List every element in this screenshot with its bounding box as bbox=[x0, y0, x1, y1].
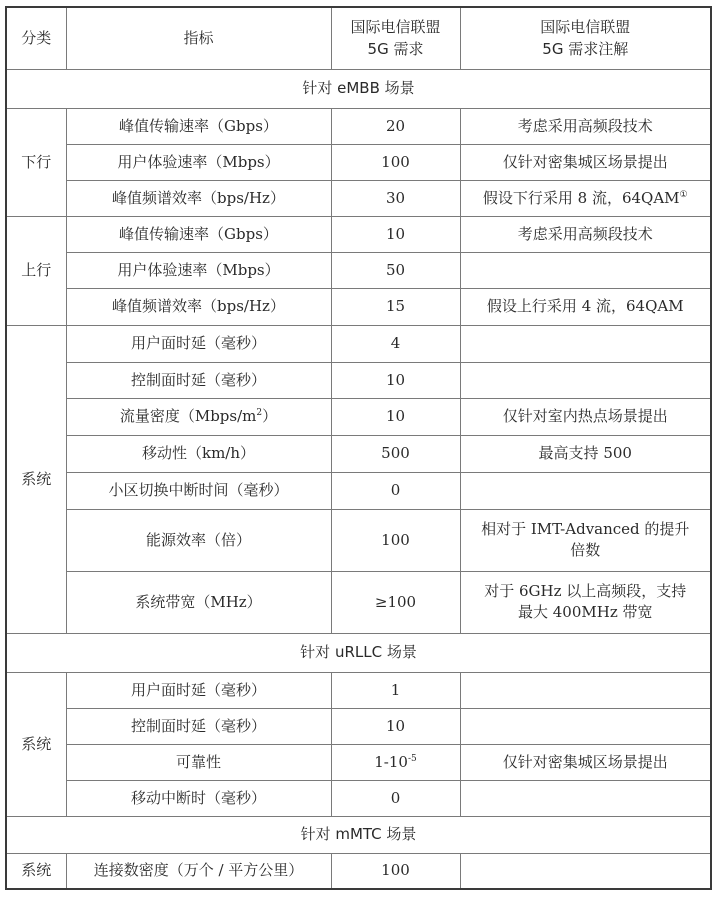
note-cell: 考虑采用高频段技术 bbox=[460, 216, 711, 252]
value-cell: 500 bbox=[331, 435, 460, 472]
header-itu-notes-line1: 国际电信联盟 bbox=[540, 18, 631, 37]
metric-cell: 可靠性 bbox=[66, 744, 331, 780]
metric-cell: 峰值传输速率（Gbps） bbox=[66, 108, 331, 144]
value-cell: 0 bbox=[331, 780, 460, 816]
note-line1: 相对于 IMT-Advanced 的提升 bbox=[481, 520, 690, 538]
note-cell bbox=[460, 180, 711, 216]
superscript: -5 bbox=[407, 753, 417, 764]
value-cell: 1 bbox=[331, 672, 460, 708]
section-title-embb: 针对 eMBB 场景 bbox=[6, 69, 711, 108]
metric-cell: 移动中断时（毫秒） bbox=[66, 780, 331, 816]
note-cell bbox=[460, 325, 711, 362]
table-row bbox=[6, 472, 711, 509]
section-header-mmtc bbox=[6, 816, 711, 853]
category-uplink: 上行 bbox=[6, 216, 66, 325]
5g-requirements-table bbox=[5, 6, 712, 890]
header-itu-requirement-line2: 5G 需求 bbox=[367, 40, 424, 59]
value-cell: 10 bbox=[331, 362, 460, 398]
header-metric: 指标 bbox=[66, 7, 331, 69]
value-cell: 50 bbox=[331, 252, 460, 288]
header-itu-notes bbox=[460, 7, 711, 69]
superscript: 2 bbox=[256, 408, 263, 418]
table-row bbox=[6, 216, 711, 252]
metric-cell: 峰值频谱效率（bps/Hz） bbox=[66, 180, 331, 216]
header-category: 分类 bbox=[6, 7, 66, 69]
value-cell: 20 bbox=[331, 108, 460, 144]
note-text: 假设下行采用 8 流，64QAM bbox=[482, 188, 680, 207]
category-downlink: 下行 bbox=[6, 108, 66, 216]
note-cell: 仅针对密集城区场景提出 bbox=[460, 144, 711, 180]
table-row bbox=[6, 509, 711, 571]
value-cell: 30 bbox=[331, 180, 460, 216]
note-cell: 最高支持 500 bbox=[460, 435, 711, 472]
metric-text-tail: ） bbox=[262, 407, 278, 425]
table-header-row bbox=[6, 7, 711, 69]
note-cell bbox=[460, 571, 711, 633]
table-row bbox=[6, 708, 711, 744]
note-cell bbox=[460, 362, 711, 398]
table-row bbox=[6, 144, 711, 180]
note-cell bbox=[460, 672, 711, 708]
value-cell: 4 bbox=[331, 325, 460, 362]
section-header-urllc bbox=[6, 633, 711, 672]
metric-cell: 峰值传输速率（Gbps） bbox=[66, 216, 331, 252]
note-cell bbox=[460, 509, 711, 571]
note-line2: 倍数 bbox=[570, 541, 601, 559]
metric-cell bbox=[66, 398, 331, 435]
table-row bbox=[6, 325, 711, 362]
table-row bbox=[6, 108, 711, 144]
table-row bbox=[6, 571, 711, 633]
table-row bbox=[6, 780, 711, 816]
note-cell: 假设上行采用 4 流，64QAM bbox=[460, 288, 711, 325]
note-cell bbox=[460, 780, 711, 816]
table-row bbox=[6, 398, 711, 435]
metric-cell: 控制面时延（毫秒） bbox=[66, 362, 331, 398]
note-cell: 仅针对室内热点场景提出 bbox=[460, 398, 711, 435]
metric-cell: 用户面时延（毫秒） bbox=[66, 672, 331, 708]
value-text: 1-10 bbox=[374, 752, 408, 771]
header-itu-notes-line2: 5G 需求注解 bbox=[542, 40, 629, 59]
category-system-embb: 系统 bbox=[6, 325, 66, 633]
note-line1: 对于 6GHz 以上高频段，支持 bbox=[484, 582, 687, 600]
value-cell bbox=[331, 744, 460, 780]
metric-cell: 用户体验速率（Mbps） bbox=[66, 144, 331, 180]
table-row bbox=[6, 288, 711, 325]
metric-cell: 用户面时延（毫秒） bbox=[66, 325, 331, 362]
table-row bbox=[6, 252, 711, 288]
table-row bbox=[6, 672, 711, 708]
category-system-urllc: 系统 bbox=[6, 672, 66, 816]
note-cell bbox=[460, 708, 711, 744]
section-header-embb bbox=[6, 69, 711, 108]
metric-cell: 峰值频谱效率（bps/Hz） bbox=[66, 288, 331, 325]
metric-cell: 系统带宽（MHz） bbox=[66, 571, 331, 633]
header-itu-requirement-line1: 国际电信联盟 bbox=[350, 18, 441, 37]
metric-cell: 移动性（km/h） bbox=[66, 435, 331, 472]
value-cell: 0 bbox=[331, 472, 460, 509]
value-cell: 100 bbox=[331, 144, 460, 180]
table-row bbox=[6, 744, 711, 780]
metric-cell: 控制面时延（毫秒） bbox=[66, 708, 331, 744]
footnote-marker: ① bbox=[679, 189, 688, 200]
value-cell: ≥100 bbox=[331, 571, 460, 633]
value-cell: 15 bbox=[331, 288, 460, 325]
table-row bbox=[6, 853, 711, 889]
note-cell bbox=[460, 472, 711, 509]
note-cell bbox=[460, 252, 711, 288]
metric-text: 流量密度（Mbps/m bbox=[119, 407, 257, 425]
note-cell: 考虑采用高频段技术 bbox=[460, 108, 711, 144]
note-line2: 最大 400MHz 带宽 bbox=[517, 603, 653, 621]
metric-cell: 小区切换中断时间（毫秒） bbox=[66, 472, 331, 509]
metric-cell: 能源效率（倍） bbox=[66, 509, 331, 571]
category-system-mmtc: 系统 bbox=[6, 853, 66, 889]
value-cell: 10 bbox=[331, 216, 460, 252]
value-cell: 10 bbox=[331, 708, 460, 744]
header-itu-requirement bbox=[331, 7, 460, 69]
table-row bbox=[6, 435, 711, 472]
section-title-urllc: 针对 uRLLC 场景 bbox=[6, 633, 711, 672]
metric-cell: 用户体验速率（Mbps） bbox=[66, 252, 331, 288]
note-cell bbox=[460, 853, 711, 889]
value-cell: 100 bbox=[331, 853, 460, 889]
metric-cell: 连接数密度（万个 / 平方公里） bbox=[66, 853, 331, 889]
note-cell: 仅针对密集城区场景提出 bbox=[460, 744, 711, 780]
table-row bbox=[6, 362, 711, 398]
section-title-mmtc: 针对 mMTC 场景 bbox=[6, 816, 711, 853]
value-cell: 100 bbox=[331, 509, 460, 571]
value-cell: 10 bbox=[331, 398, 460, 435]
table-row bbox=[6, 180, 711, 216]
